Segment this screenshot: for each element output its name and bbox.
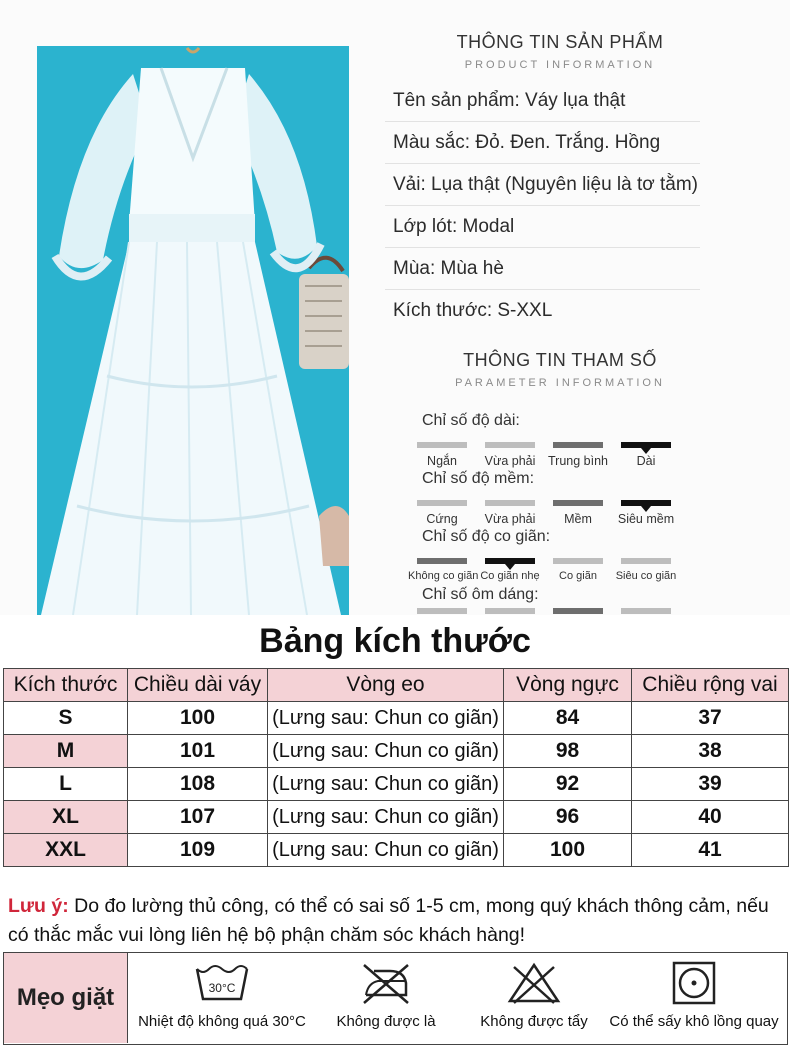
- wash-guide-title: Mẹo giặt: [4, 953, 128, 1043]
- scale-option-label: Cứng: [426, 512, 458, 526]
- scale-bar: [621, 500, 671, 506]
- cell-size: XXL: [4, 834, 128, 867]
- spec-lining: Lớp lót: Modal: [385, 206, 700, 248]
- length-index-label: Chỉ số độ dài:: [422, 412, 520, 429]
- cell-bust: 84: [504, 702, 632, 735]
- wash-item-dry: [602, 953, 786, 1043]
- elasticity-option-selected: [476, 548, 544, 586]
- scale-option-label: Co giãn nhẹ: [480, 570, 540, 582]
- table-row: [4, 735, 789, 768]
- spec-size: Kích thước: S-XXL: [393, 300, 553, 321]
- scale-option-label: Co giãn: [559, 570, 597, 582]
- table-row: [4, 768, 789, 801]
- header-size: Kích thước: [4, 669, 128, 702]
- wash-dry-label: Có thể sấy khô lồng quay: [609, 1013, 779, 1030]
- scale-option-label: Không co giãn: [408, 570, 479, 582]
- elasticity-index-label: Chỉ số độ co giãn:: [422, 528, 551, 545]
- parameter-info-header: [400, 350, 720, 389]
- fit-index-label: Chỉ số ôm dáng:: [422, 586, 539, 603]
- fit-option: [408, 606, 476, 615]
- cell-bust: 100: [504, 834, 632, 867]
- softness-option: [544, 490, 612, 528]
- product-photo: [37, 46, 349, 615]
- table-row: [4, 702, 789, 735]
- length-option: [408, 432, 476, 470]
- elasticity-option: [544, 548, 612, 586]
- scale-bar: [621, 442, 671, 448]
- length-option: [476, 432, 544, 470]
- product-spec-list: [385, 80, 700, 332]
- wash-bleach-label: Không được tẩy: [480, 1013, 588, 1030]
- cell-size: S: [4, 702, 128, 735]
- length-option-selected: [612, 432, 680, 470]
- softness-option: [408, 490, 476, 528]
- scale-bar: [485, 608, 535, 614]
- scale-bar: [553, 500, 603, 506]
- softness-scale: [408, 490, 698, 528]
- cell-shoulder: 38: [632, 735, 789, 768]
- header-bust: Vòng ngực: [504, 669, 632, 702]
- elasticity-scale: [408, 548, 698, 586]
- header-waist: Vòng eo: [268, 669, 504, 702]
- wash-temperature-label: Nhiệt độ không quá 30°C: [138, 1013, 306, 1030]
- cell-size: XL: [4, 801, 128, 834]
- product-info-title: THÔNG TIN SẢN PHẨM: [456, 32, 664, 52]
- length-index: [408, 410, 698, 470]
- spec-color: Màu sắc: Đỏ. Đen. Trắng. Hồng: [385, 122, 700, 164]
- size-table-header: [4, 669, 789, 702]
- scale-bar: [485, 558, 535, 564]
- scale-bar: [553, 558, 603, 564]
- spec-name: Tên sản phẩm: Váy lụa thật: [385, 80, 700, 122]
- fit-option: [544, 606, 612, 615]
- no-iron-icon: [358, 961, 414, 1005]
- scale-option-label: Ngắn: [427, 454, 457, 468]
- cell-bust: 96: [504, 801, 632, 834]
- cell-waist: (Lưng sau: Chun co giãn): [268, 801, 504, 834]
- table-row: [4, 834, 789, 867]
- cell-length: 101: [128, 735, 268, 768]
- softness-index: [408, 468, 698, 528]
- scale-option-label: Mềm: [564, 512, 592, 526]
- scale-option-label: Siêu mềm: [617, 512, 675, 526]
- spec-season: Mùa: Mùa hè: [385, 248, 700, 290]
- elasticity-option: [612, 548, 680, 586]
- cell-length: 100: [128, 702, 268, 735]
- scale-bar: [621, 608, 671, 614]
- scale-bar: [485, 442, 535, 448]
- softness-option: [476, 490, 544, 528]
- scale-option-label: Trung bình: [548, 454, 608, 468]
- length-option: [544, 432, 612, 470]
- tumble-dry-icon: [670, 961, 718, 1005]
- size-table-title: Bảng kích thước: [259, 622, 531, 660]
- header-length: Chiều dài váy: [128, 669, 268, 702]
- length-scale: [408, 432, 698, 470]
- scale-bar: [417, 442, 467, 448]
- scale-bar: [485, 500, 535, 506]
- size-table: [3, 668, 789, 867]
- wash-item-temperature: [128, 953, 316, 1043]
- parameter-info-title: THÔNG TIN THAM SỐ: [463, 350, 657, 370]
- scale-bar: [553, 442, 603, 448]
- scale-bar: [417, 500, 467, 506]
- cell-shoulder: 40: [632, 801, 789, 834]
- wash-guide: [3, 952, 788, 1045]
- cell-waist: (Lưng sau: Chun co giãn): [268, 702, 504, 735]
- wash-item-bleach: [464, 953, 604, 1043]
- cell-length: 107: [128, 801, 268, 834]
- cell-waist: (Lưng sau: Chun co giãn): [268, 735, 504, 768]
- scale-option-label: Siêu co giãn: [615, 570, 677, 582]
- scale-bar: [621, 558, 671, 564]
- cell-waist: (Lưng sau: Chun co giãn): [268, 834, 504, 867]
- note-label: Lưu ý:: [8, 895, 69, 917]
- cell-shoulder: 41: [632, 834, 789, 867]
- no-bleach-icon: [506, 961, 562, 1005]
- fit-option: [476, 606, 544, 615]
- product-info-header: [400, 32, 720, 71]
- scale-option-label: Vừa phải: [484, 512, 536, 526]
- header-shoulder: Chiều rộng vai: [632, 669, 789, 702]
- cell-size: M: [4, 735, 128, 768]
- fit-scale: [408, 606, 698, 615]
- scale-bar: [417, 608, 467, 614]
- softness-index-label: Chỉ số độ mềm:: [422, 470, 535, 487]
- elasticity-option: [408, 548, 479, 586]
- wash-item-iron: [316, 953, 456, 1043]
- cell-bust: 98: [504, 735, 632, 768]
- spec-fabric: Vải: Lụa thật (Nguyên liệu là tơ tằm): [385, 164, 700, 206]
- cell-shoulder: 39: [632, 768, 789, 801]
- softness-option-selected: [612, 490, 680, 528]
- cell-length: 109: [128, 834, 268, 867]
- scale-bar: [417, 558, 467, 564]
- cell-bust: 92: [504, 768, 632, 801]
- wash-30c-icon: [191, 961, 253, 1005]
- measurement-note: [8, 892, 786, 950]
- elasticity-index: [408, 526, 698, 586]
- cell-length: 108: [128, 768, 268, 801]
- cell-size: L: [4, 768, 128, 801]
- fit-option: [612, 606, 680, 615]
- scale-bar: [553, 608, 603, 614]
- wash-temp-label: 30°C: [208, 981, 236, 995]
- scale-option-label: Vừa phải: [484, 454, 536, 468]
- product-info-subtitle: PRODUCT INFORMATION: [464, 59, 656, 71]
- cell-waist: (Lưng sau: Chun co giãn): [268, 768, 504, 801]
- dress-illustration: [37, 46, 349, 615]
- parameter-info-subtitle: PARAMETER INFORMATION: [455, 377, 665, 389]
- cell-shoulder: 37: [632, 702, 789, 735]
- note-text: Do đo lường thủ công, có thể có sai số 1-5 cm, mong quý khách thông cảm, nếu có thắc mắc vui lòng liên hệ bộ phận chăm sóc khách hàng!: [8, 895, 769, 946]
- scale-option-label: Dài: [636, 454, 656, 468]
- wash-iron-label: Không được là: [336, 1013, 436, 1030]
- fit-index: [408, 584, 698, 615]
- table-row: [4, 801, 789, 834]
